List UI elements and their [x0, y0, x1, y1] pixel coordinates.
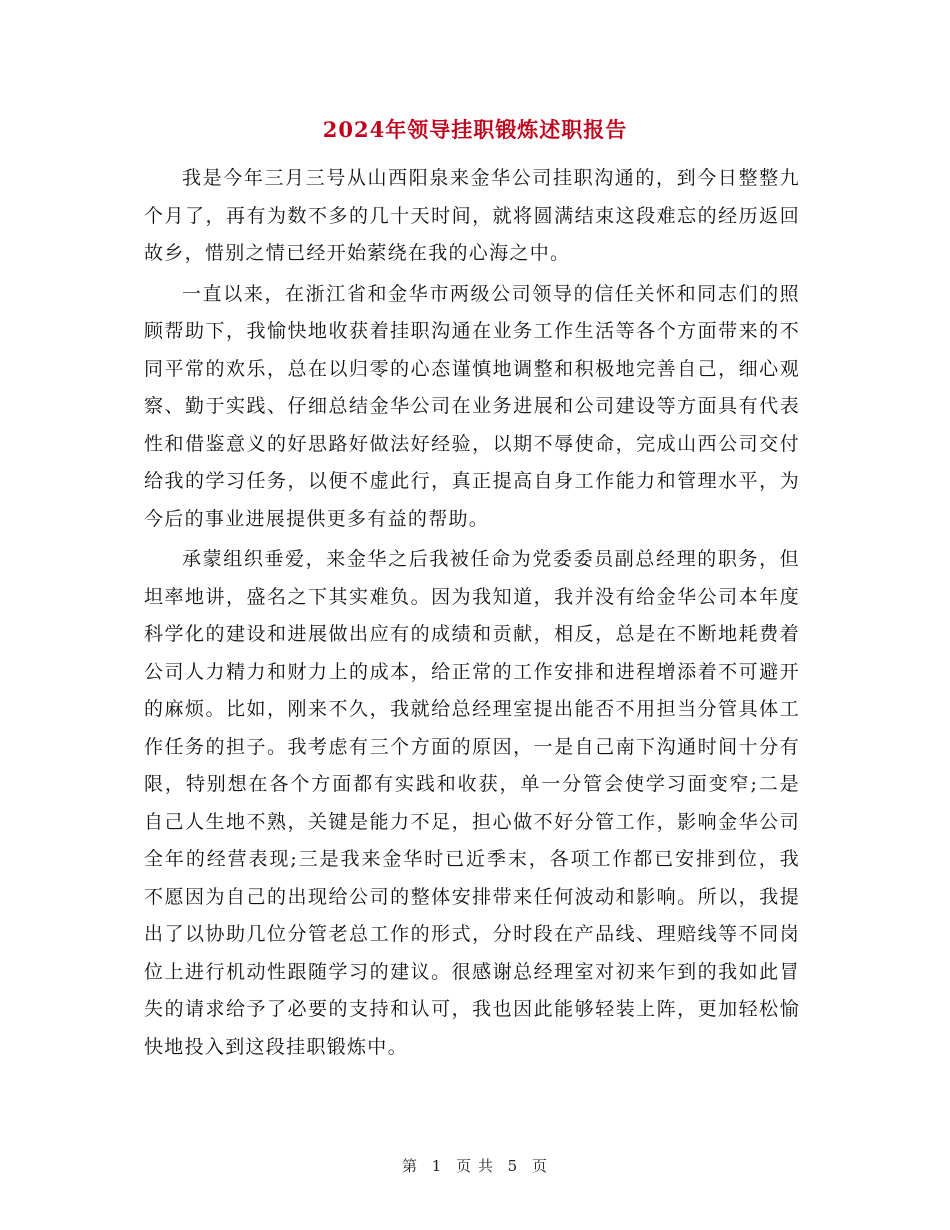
paragraph-3: 承蒙组织垂爱，来金华之后我被任命为党委委员副总经理的职务，但坦率地讲，盛名之下其实难负。因为我知道，我并没有给金华公司本年度科学化的建设和进展做出应有的成绩和贡献，相反，总是在不断地耗费着公司人力精力和财力上的成本，给正常的工作安排和进程增添着不可避开的麻烦。比如，刚来不久，我就给总经理室提出能否不用担当分管具体工作任务的担子。我考虑有三个方面的原因，一是自己南下沟通时间十分有限，特别想在各个方面都有实践和收获，单一分管会使学习面变窄;二是自己人生地不熟，关键是能力不足，担心做不好分管工作，影响金华公司全年的经营表现;三是我来金华时已近季末，各项工作都已安排到位，我不愿因为自己的出现给公司的整体安排带来任何波动和影响。所以，我提出了以协助几位分管老总工作的形式，分时段在产品线、理赔线等不同岗位上进行机动性跟随学习的建议。很感谢总经理室对初来乍到的我如此冒失的请求给予了必要的支持和认可，我也因此能够轻装上阵，更加轻松愉快地投入到这段挂职锻炼中。 [144, 548, 800, 1058]
document-body [144, 160, 800, 1069]
footer-prefix: 第 [401, 1157, 418, 1175]
paragraph-1: 我是今年三月三号从山西阳泉来金华公司挂职沟通的，到今日整整九个月了，再有为数不多的几十天时间，就将圆满结束这段难忘的经历返回故乡，惜别之情已经开始萦绕在我的心海之中。 [144, 167, 800, 264]
footer-total-pages: 5 [507, 1157, 519, 1175]
footer-page-number: 1 [431, 1157, 443, 1175]
page-footer [0, 1155, 950, 1176]
footer-middle: 页 共 [456, 1157, 494, 1175]
document-title: 2024年领导挂职锻炼述职报告 [322, 117, 628, 142]
paragraph-2: 一直以来，在浙江省和金华市两级公司领导的信任关怀和同志们的照顾帮助下，我愉快地收获着挂职沟通在业务工作生活等各个方面带来的不同平常的欢乐，总在以归零的心态谨慎地调整和积极地完善自己，细心观察、勤于实践、仔细总结金华公司在业务进展和公司建设等方面具有代表性和借鉴意义的好思路好做法好经验，以期不辱使命，完成山西公司交付给我的学习任务，以便不虚此行，真正提高自身工作能力和管理水平，为今后的事业进展提供更多有益的帮助。 [144, 282, 800, 530]
footer-suffix: 页 [532, 1157, 549, 1175]
